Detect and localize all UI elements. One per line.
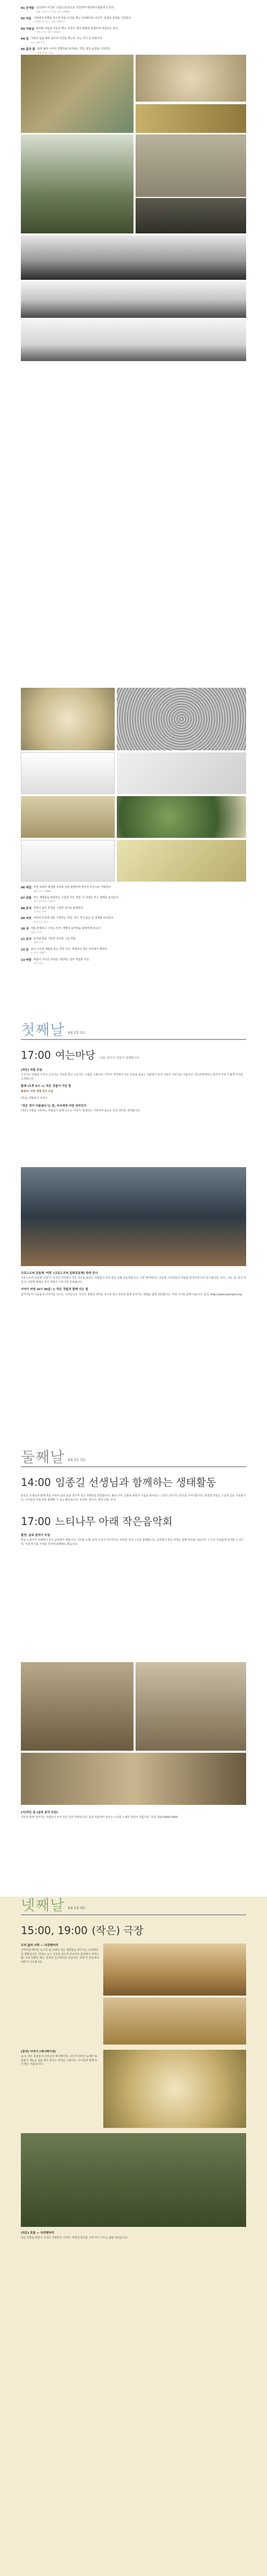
credit-item (21, 27, 246, 34)
credit-item (21, 17, 246, 24)
day1-item2-hl: 발제자: 자연 생태 작가 모임 (21, 1089, 54, 1093)
day3-film2-head: (꿈의) 이야기 (애니메이션) (21, 2050, 56, 2053)
day1-item1-head: (작은) 자들 모임 (21, 1069, 42, 1072)
photo-bee (136, 104, 246, 133)
credit-text: 씨앗의 모양과 색을 기록하는 작업. 작은 것이 품은 큰 세계를 보여준다. (33, 917, 114, 920)
credit-item (21, 47, 246, 55)
day2-head2: 출연: 숲속 음악가 모임 (21, 1534, 50, 1537)
credit-text: 바다와 하늘을 꾸준히 찍는 사진가. 빛의 변화를 관찰하며 작업하고 있다. (36, 27, 119, 30)
credit-item (21, 886, 246, 893)
day2-body2: 마을 느티나무 아래에서 작은 음악회가 열립니다. 기타와 노래, 피리 소리가 어우러지는 따뜻한 저녁 시간을 함께합니다. 음악회가 끝난 뒤에는 함께 저녁을 나눕니다. 누구나 자유롭게 참여할 수 있으며, 직접 악기를 가져와 연주에 함께해도 좋습니다. (21, 1539, 244, 1546)
credit-text: 자연의 길을 따라 걸으며 사진을 찍는다. 걷는 것이 곧 작업이다. (30, 37, 103, 41)
photo-stones (136, 198, 246, 233)
credit-number: 13 바람 (21, 958, 32, 962)
credit-text: 새를 관찰하고 그리는 작가. 생명의 움직임을 섬세하게 담는다. (30, 927, 101, 931)
day1b-head1: 크로스오버 공동체 '여럿' (크로스오버 문화공동체) 연대 전시 (21, 1272, 98, 1275)
credit-sub: 설치 미술 (33, 962, 43, 965)
photo-drawing-plant (117, 752, 246, 794)
day2b-section (0, 1811, 267, 1823)
credit-sub: 생물 드로잉 (30, 931, 42, 934)
photo-micro-2 (117, 688, 246, 750)
credit-number: 05 흙과 풀 (21, 48, 35, 52)
day1-time: 17:00 (21, 1049, 51, 1061)
photo-leaf-art (117, 840, 246, 882)
photo-robot-film (21, 2133, 246, 2227)
photo-musician-1 (21, 1662, 134, 1751)
credit-number: 12 숲 (21, 948, 29, 951)
photo-landscape-3 (21, 319, 246, 361)
credit-number: 02 마을 (21, 17, 32, 20)
credit-item (21, 927, 246, 934)
photo-group (21, 1167, 246, 1266)
credit-sub: 씨앗 도감 작업 (33, 920, 48, 923)
photo-children (21, 134, 134, 233)
credit-sub: 다큐멘터리 사진 / 서울 / 2012~ (33, 20, 65, 23)
day2-date: 9월 3일 (일) (68, 1458, 86, 1462)
credit-item (21, 937, 246, 945)
photo-musician-2 (136, 1662, 246, 1751)
day1-title: 첫째날 (21, 1021, 65, 1038)
credit-number: 08 흔적 (21, 907, 32, 910)
credit-sub: 생태 기록 / 2009~ (33, 889, 52, 893)
day2-title: 둘째날 (21, 1448, 65, 1466)
photo-landscape-2 (21, 281, 246, 318)
photo-drawing (136, 134, 246, 197)
credit-item (21, 907, 246, 914)
day3-film3-body: 작은 것들을 만들고 고치는 사람들의 이야기. 버려진 물건을 고쳐 쓰고 나누는 삶을 담았습니다. (21, 2236, 128, 2240)
credit-item (21, 37, 246, 44)
day2-name1: 임종길 선생님과 함께하는 생태활동 (55, 1476, 216, 1489)
photo-calligraphy (21, 840, 115, 882)
credit-text: 바람이 지나간 자리를 기록하는 설치 작업과 사진. (33, 958, 90, 961)
photo-desert-1 (103, 1943, 246, 1996)
credit-item (21, 6, 246, 14)
credit-item (21, 948, 246, 955)
credit-number: 11 둥지 (21, 937, 32, 941)
credit-number: 10 새 (21, 927, 29, 931)
credit-number: 04 길 (21, 38, 29, 41)
day3-film2-body: 숲 속 작은 동물들이 주인공인 애니메이션. 나무가 사라진 숲에서 동물들이 새로운 집을 찾아 떠나는 여정을 그립니다. 아이들과 함께 보기 좋은 작품입니다. (21, 2055, 98, 2066)
credit-number: 09 씨앗 (21, 917, 32, 921)
day1-item3-body: (작은) 식물을 기록하는 사람들이 함께 나누는 이야기. 관찰하고 기록하며 돌보는 일의 의미를 생각합니다. (21, 1109, 141, 1112)
credit-text: 흙과 풀과 나무의 생명력을 담아내는 작업. 땅의 숨결을 기록한다. (37, 47, 111, 51)
day3-film3-head: (작은) 로봇 — 다큐멘터리 (21, 2232, 55, 2235)
photo-feet (21, 55, 134, 133)
credit-number: 03 여름날 (21, 27, 34, 31)
day1-item2-head: 발제 (오후 5시~): 작은 것들이 가진 힘 (21, 1085, 71, 1088)
credit-sub: 해외 사진작가 / 영국 거주 / 2008~ (36, 10, 70, 13)
day3-section (0, 1897, 267, 2576)
credit-text: 둥지와 알을 기록한 사진과 그림 작업. (33, 937, 77, 940)
credits-top (0, 6, 267, 58)
day1-item3-head: "작은 것이 아름답다"는 말, 우리에게 어떤 의미인가 (21, 1104, 87, 1108)
credit-number: 06 채집 (21, 886, 32, 889)
day1-item2-body: (작은) 생명들의 이야기 (21, 1097, 47, 1100)
day3-name: (작은) 극장 (92, 1924, 144, 1937)
credit-item (21, 896, 246, 903)
day1-item1-body: 누군가는 텃밭을 가꾸고 누군가는 사진을 찍고 누군가는 그림을 그립니다. 각자의 자리에서 작은 것들을 돌보는 사람들이 모여 서로의 이야기를 나눕니다. 여는마당에서는 참가자 모두가 짧게 자신을 소개합니다. (21, 1073, 244, 1081)
credit-number: 07 관찰 (21, 896, 32, 900)
day3-time: 15:00, 19:00 (21, 1924, 88, 1937)
credit-text: 작은 생명들을 관찰하는 그림과 사진 작업. 이 작업은 미시 세계를 보여준다. (33, 896, 119, 899)
day2-section (0, 1448, 267, 1550)
day1b-body1: 크로스오버 공동체 '여럿'은 각자의 자리에서 작은 것들을 돌보는 사람들이 모여 만든 문화 공동체입니다. 이번 행사에서는 공동체 구성원들의 작업을 한자리에 모아 전시합니다. 사진, 그림, 글, 설치 작업 등 다양한 매체로 작은 생명의 이야기를 들려줍니다. (21, 1277, 247, 1284)
credit-item (21, 958, 246, 965)
photo-animation (103, 2050, 246, 2128)
credit-sub: 도보 여행 사진 (30, 41, 45, 44)
photo-eggs (117, 796, 246, 838)
credit-sub: 드로잉 / 서예 (33, 910, 46, 913)
credit-sub: 생태 기록 (33, 941, 43, 944)
day2-time2: 17:00 (21, 1515, 51, 1528)
day3-date: 9월 5일 (화) (68, 1906, 86, 1910)
photo-nest (21, 796, 115, 838)
credit-text: 자연이 남긴 흔적을 그림과 글씨로 표현한다. (33, 906, 84, 910)
day3-title: 넷째날 (21, 1897, 65, 1914)
credit-sub: 과학 일러스트 / 2011~ (33, 900, 57, 903)
credit-sub: 생태 사진 / 강원 (37, 51, 53, 54)
day3-film1-head: 우리 삶의 사막 — 다큐멘터리 (21, 1944, 58, 1947)
day1-date: 9월 2일 (토) (68, 1031, 86, 1035)
day1-name: 여는마당 (55, 1049, 95, 1061)
day1b-head2: 이야기 마당 (6시 30분~): 작은 것들과 함께 사는 법 (21, 1288, 88, 1292)
photo-bowl (136, 55, 246, 102)
day1-section (0, 1021, 267, 1116)
day1b-body2: 참가자들이 자유롭게 이야기를 나누는 시간입니다. 각자의 경험과 생각을 나누며 작은 것들과 함께 살아가는 방법을 함께 고민합니다. 저녁 식사를 함께 나눕니다. 문의: http://www.example.org (21, 1293, 242, 1296)
credit-text: 자연 속에서 채집한 씨앗과 잎을 관찰하며 현미경 사진으로 기록한다. (33, 886, 112, 889)
day2-body1: 임종길 선생님과 함께 마을 주변의 숲과 들을 걸으며 작은 생명들을 관찰합니다. 풀과 나무, 곤충과 새들의 이름을 알아보고 그들이 살아가는 방식을 이야기합니다. 관찰한 것들은 그림과 글로 기록합니다. 아이들과 어른 모두 함께할 수 있는 활동입니다. 준비물: 필기구, 편한 신발, 모자. (21, 1494, 246, 1502)
photo-landscape-1 (21, 236, 246, 280)
credit-text: 서울에서 텃밭을 일구며 마을 사진을 찍는 다큐멘터리 사진가. 일상의 풍경을 기록한다. (33, 16, 132, 20)
credit-text: 숲의 시간과 계절을 담은 연작 사진. 계절마다 같은 자리에서 찍었다. (30, 947, 108, 951)
credit-text: 런던에서 사진과 그림(드로잉)으로 작업하며 영국에서 활동하고 있다. (36, 6, 115, 9)
day2-name2: 느티나무 아래 작은음악회 (55, 1515, 173, 1528)
photo-drawing-bird (21, 752, 115, 794)
day2-time1: 14:00 (21, 1476, 51, 1489)
credit-sub: 숲 연작 / 2007~ (30, 951, 47, 955)
credits-middle (0, 886, 267, 968)
day3-film1-body: 사막처럼 메마른 도시의 삶 속에서 작은 생명들을 찾아가는 다큐멘터리 영화입니다. 감독은 도시 곳곳을 걸으며 콘크리트 틈새에서 자라는 풀, 옥상 텃밭의 채소, 골목의 길고양이를 만납니다. 상영 후 감독과의 대화가 이어집니다. (21, 1949, 99, 1964)
photo-desert-2 (103, 1998, 246, 2045)
credit-number: 01 산새들 (21, 7, 34, 10)
credit-item (21, 917, 246, 924)
day1-note: 사회: 참가자 전원이 함께합니다 (99, 1057, 140, 1060)
day2-head3: (사)작은 숲 (숲속 음악 모임) (21, 1811, 58, 1814)
day1b-section (0, 1271, 267, 1300)
day2-body3: 자연과 함께 살아가는 사람들이 모여 만든 음악 모임입니다. 숲과 마을에서 만나는 소리를 노래로 만들어 부릅니다. 문의: 010-0000-0000 (21, 1816, 178, 1819)
photo-micro-1 (21, 688, 115, 750)
photo-musicians-group (21, 1753, 246, 1805)
credit-sub: 풍경 사진 / 제주 / 2010~ (36, 31, 62, 34)
